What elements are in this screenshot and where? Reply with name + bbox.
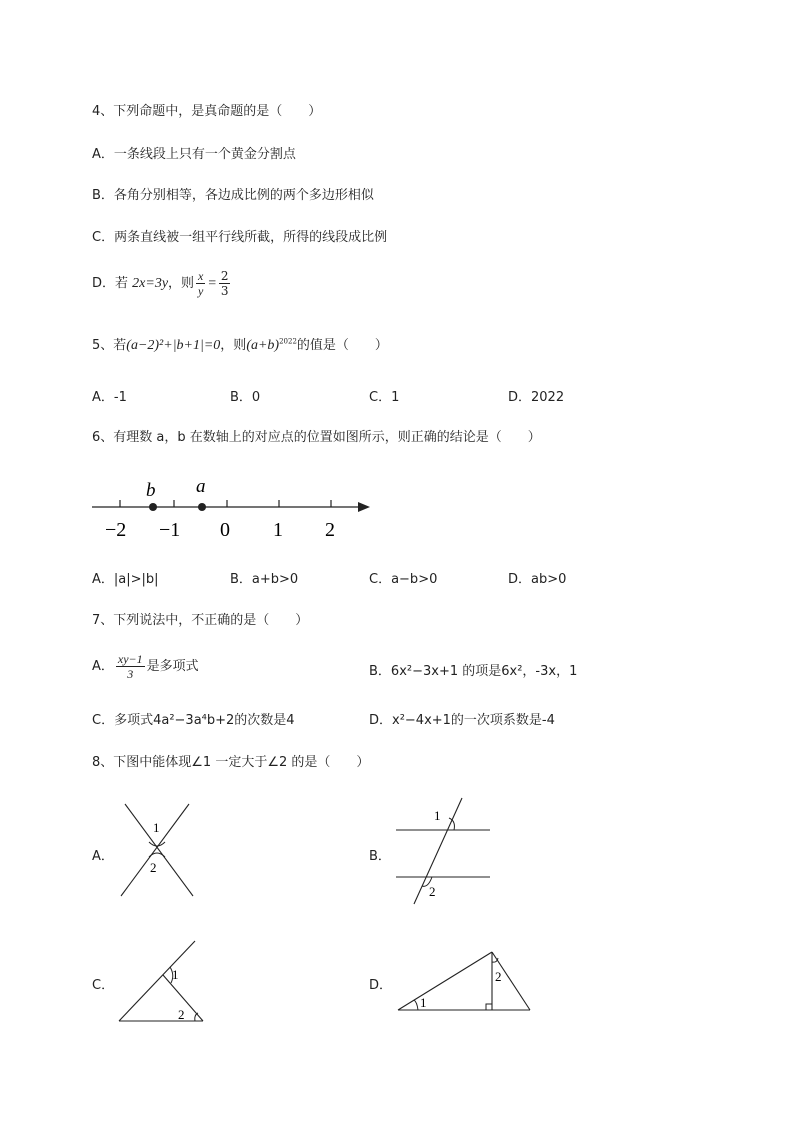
q4-option-a: A．一条线段上只有一个黄金分割点 <box>92 147 296 162</box>
q6-tick-0: 0 <box>220 519 230 541</box>
q6-option-b: B．a+b>0 <box>230 572 299 587</box>
q8-figure-c <box>115 937 207 1025</box>
q4-d-equation: 2x=3y <box>132 276 169 291</box>
q5-stem-prefix: 5、若 <box>92 338 127 353</box>
q6-tick-minus1: −1 <box>159 519 181 541</box>
q7-option-c: C．多项式4a²−3a⁴b+2的次数是4 <box>92 713 295 728</box>
q6-option-c: C．a−b>0 <box>369 572 438 587</box>
q5-stem-math2: (a+b) <box>246 338 280 353</box>
q7-option-b: B．6x²−3x+1 的项是6x²，-3x，1 <box>369 664 578 679</box>
q8-label-a: A． <box>92 849 114 864</box>
q8-label-b: B． <box>369 849 391 864</box>
q4-d-equals: = <box>207 276 217 291</box>
q5-option-a: A．-1 <box>92 390 127 405</box>
q8-a-angle2: 2 <box>150 860 157 875</box>
q6-number-line <box>88 470 378 542</box>
q4-d-mid: ，则 <box>168 276 195 291</box>
q4-d-fraction-xy: $\frac{x}{y}$ <box>198 269 204 298</box>
q8-b-angle2: 2 <box>429 884 436 899</box>
q7-a-prefix: A． <box>92 659 114 674</box>
q7-a-fraction: $\frac{xy-1}{3}$ <box>117 652 143 681</box>
q4-option-d <box>92 270 232 297</box>
q4-option-b: B．各角分别相等，各边成比例的两个多边形相似 <box>92 188 374 203</box>
q4-option-c: C．两条直线被一组平行线所截，所得的线段成比例 <box>92 230 388 245</box>
q8-b-angle1: 1 <box>434 808 441 823</box>
q5-option-b: B．0 <box>230 390 261 405</box>
q7-a-suffix: 是多项式 <box>146 659 199 674</box>
q5-option-d: D．2022 <box>508 390 565 405</box>
q8-figure-a <box>115 800 200 900</box>
q6-point-b-label: b <box>146 480 156 501</box>
q8-label-c: C． <box>92 978 115 993</box>
q8-figure-d <box>394 948 534 1014</box>
q6-stem: 6、有理数 a，b 在数轴上的对应点的位置如图所示，则正确的结论是（ ） <box>92 430 541 445</box>
q4-stem: 4、下列命题中，是真命题的是（ ） <box>92 104 322 119</box>
q6-option-d: D．ab>0 <box>508 572 567 587</box>
q5-stem-exponent: 2022 <box>279 337 297 346</box>
q6-tick-2: 2 <box>325 519 335 541</box>
q7-stem: 7、下列说法中，不正确的是（ ） <box>92 613 309 628</box>
q6-point-a-label: a <box>196 476 206 497</box>
q7-option-a <box>92 653 199 680</box>
q8-label-d: D． <box>369 978 393 993</box>
q5-stem-suffix: 的值是（ ） <box>296 338 388 353</box>
q5-stem-math: (a−2)²+|b+1|=0 <box>126 338 221 353</box>
q5-stem <box>92 334 388 354</box>
q4-d-prefix: D．若 <box>92 276 133 291</box>
q8-d-angle2: 2 <box>495 969 502 984</box>
q6-tick-minus2: −2 <box>105 519 127 541</box>
q6-tick-1: 1 <box>273 519 283 541</box>
q6-option-a: A．|a|>|b| <box>92 572 159 587</box>
q8-a-angle1: 1 <box>153 820 160 835</box>
q7-option-d: D．x²−4x+1的一次项系数是-4 <box>369 713 555 728</box>
q8-stem: 8、下图中能体现∠1 一定大于∠2 的是（ ） <box>92 755 370 770</box>
q5-stem-mid: ，则 <box>220 338 247 353</box>
q8-d-angle1: 1 <box>420 995 427 1010</box>
q4-d-fraction-23: $\frac{2}{3}$ <box>220 269 229 298</box>
q8-c-angle2: 2 <box>178 1007 185 1022</box>
q8-c-angle1: 1 <box>172 967 179 982</box>
q5-option-c: C．1 <box>369 390 400 405</box>
q8-figure-b <box>392 796 497 908</box>
